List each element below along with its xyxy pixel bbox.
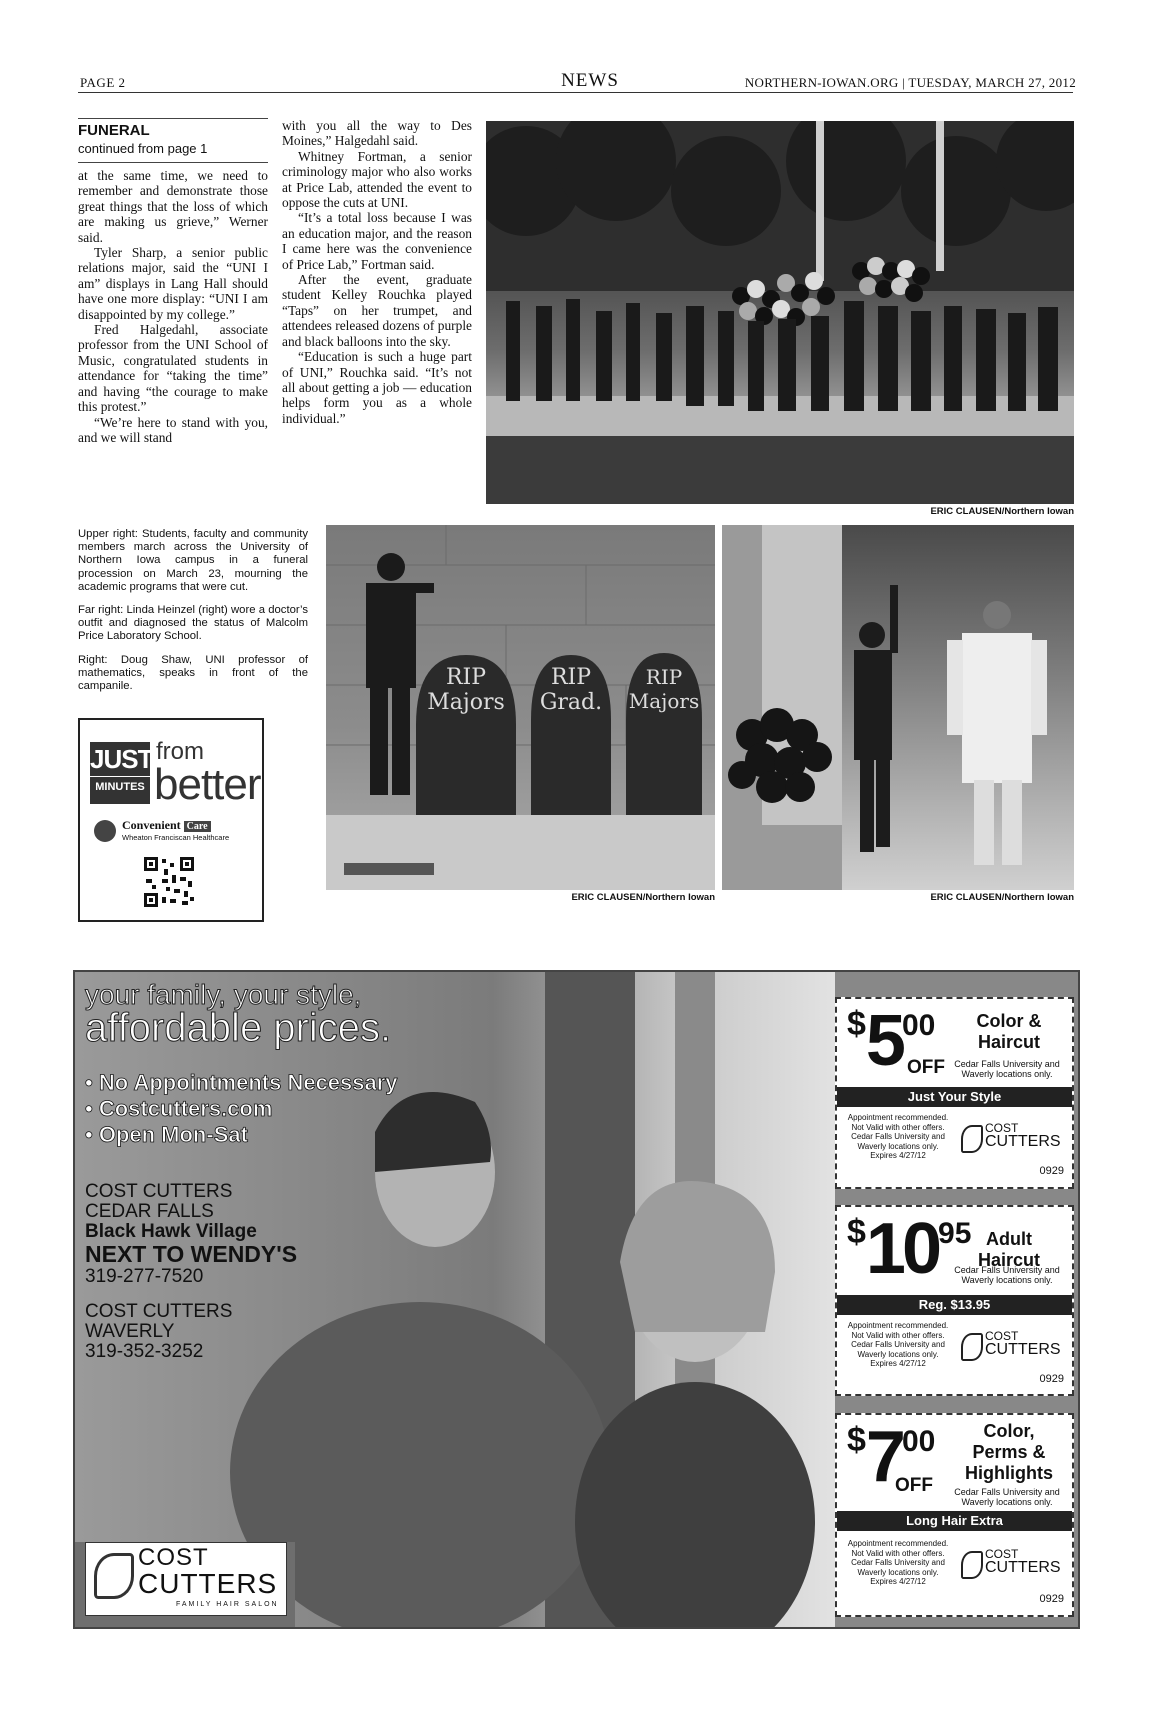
coupon-3-off: OFF <box>895 1475 933 1496</box>
coupon-3-bar: Long Hair Extra <box>837 1511 1072 1531</box>
article-column-2 <box>282 118 472 426</box>
logo-sub: FAMILY HAIR SALON <box>176 1601 279 1608</box>
coupon-3-locations: Cedar Falls University and Waverly locations only. <box>954 1487 1060 1507</box>
paragraph: “Education is such a huge part of UNI,” Rouchka said. “It’s not all about getting a job — education helps form you as a whole individual.” <box>282 349 472 426</box>
coupon-2-code: 0929 <box>1039 1373 1064 1385</box>
logo-line-2: CUTTERS <box>138 1568 278 1599</box>
coupon-1-code: 0929 <box>1039 1165 1064 1177</box>
loc1-name: COST CUTTERS <box>85 1181 233 1202</box>
coupon-1-fine-print: Appointment recommended. Not Valid with other offers. Cedar Falls University and Waverly locations only. Expires 4/27/12 <box>847 1113 949 1160</box>
tombstone-2-text: RIP Grad. <box>539 665 603 715</box>
coupon-1-logo: COST CUTTERS <box>961 1121 1061 1155</box>
minutes-text: MINUTES <box>90 776 150 797</box>
cost-cutters-logo <box>85 1542 287 1616</box>
loc2-phone[interactable]: 319-352-3252 <box>85 1341 204 1362</box>
kicker-rule-top <box>78 118 268 119</box>
paragraph: “It’s a total loss because I was an education major, and the reason I came here was the convenience of Price Lab,” Fortman said. <box>282 210 472 272</box>
coupon-1-locations: Cedar Falls University and Waverly locations only. <box>954 1059 1060 1079</box>
loc2-city: WAVERLY <box>85 1321 175 1342</box>
paragraph: “We’re here to stand with you, and we will stand <box>78 414 268 445</box>
caption-far-right: Far right: Linda Heinzel (right) wore a doctor’s outfit and diagnosed the status of Malcolm Price Laboratory School. <box>78 604 308 643</box>
section-title: NEWS <box>561 70 619 91</box>
coupon-2-price: $1095 <box>847 1209 972 1289</box>
coupon-color-perms-highlights[interactable] <box>835 1413 1074 1617</box>
tombstone-1-text: RIP Majors <box>427 665 505 715</box>
ad-tagline-1: your family, your style, <box>85 979 362 1010</box>
cost-cutters-logo-icon <box>961 1125 983 1153</box>
loc1-city: CEDAR FALLS <box>85 1201 214 1222</box>
cost-cutters-logo-icon <box>94 1553 134 1599</box>
bullet-website[interactable]: • Costcutters.com <box>85 1096 273 1121</box>
care-text: Care <box>184 821 211 832</box>
franciscan-logo-icon <box>94 820 116 842</box>
photo-credit-left: ERIC CLAUSEN/Northern Iowan <box>571 892 715 903</box>
bullet-hours: • Open Mon-Sat <box>85 1122 248 1147</box>
just-minutes-block <box>90 742 153 804</box>
coupon-2-fine-print: Appointment recommended. Not Valid with other offers. Cedar Falls University and Waverly locations only. Expires 4/27/12 <box>847 1321 949 1368</box>
caption-right: Right: Doug Shaw, UNI professor of mathematics, speaks in front of the campanile. <box>78 653 308 693</box>
caption-upper-right: Upper right: Students, faculty and community members march across the University of Northern Iowa campus in a funeral procession on March 23, mourning the academic programs that were cut. <box>78 528 308 593</box>
loc1-venue: Black Hawk Village <box>85 1221 257 1242</box>
coupon-1-price: $500 <box>847 1001 936 1081</box>
ad-location-waverly <box>85 1302 232 1362</box>
logo-line-1: COST <box>138 1544 209 1571</box>
site-and-date: NORTHERN-IOWAN.ORG | TUESDAY, MARCH 27, 2012 <box>744 75 1076 90</box>
coupon-color-haircut[interactable] <box>835 997 1074 1189</box>
article-column-1 <box>78 168 268 445</box>
article-kicker: FUNERAL <box>78 122 150 139</box>
coupon-2-bar: Reg. $13.95 <box>837 1295 1072 1315</box>
doctor-illustration <box>722 525 1074 890</box>
coupon-3-code: 0929 <box>1039 1593 1064 1605</box>
coupon-3-fine-print: Appointment recommended. Not Valid with other offers. Cedar Falls University and Waverly locations only. Expires 4/27/12 <box>847 1539 949 1586</box>
tombstone-3-text: RIP Majors <box>628 665 700 713</box>
paragraph: at the same time, we need to remember and demonstrate those great things that the loss of which are making us grieve,” Werner said. <box>78 168 268 245</box>
paragraph: After the event, graduate student Kelley Rouchka played “Taps” on her trumpet, and attendees released dozens of purple and black balloons into the sky. <box>282 272 472 349</box>
convenient-text: Convenient <box>122 818 181 832</box>
doctor-photo <box>722 525 1074 890</box>
better-text: better <box>154 760 261 809</box>
coupon-1-bar: Just Your Style <box>837 1087 1072 1107</box>
continued-line: continued from page 1 <box>78 141 208 156</box>
coupon-1-title: Color & Haircut <box>976 1011 1042 1052</box>
cost-cutters-logo-icon <box>961 1333 983 1361</box>
coupon-3-logo: COST CUTTERS <box>961 1547 1061 1581</box>
loc2-name: COST CUTTERS <box>85 1301 233 1322</box>
loc1-phone[interactable]: 319-277-7520 <box>85 1266 204 1287</box>
from-text: from <box>156 738 204 765</box>
coupon-2-logo: COST CUTTERS <box>961 1329 1061 1363</box>
paragraph: Whitney Fortman, a senior criminology major who also works at Price Lab, attended the event to oppose the cuts at UNI. <box>282 148 472 211</box>
wheaton-text: Wheaton Franciscan Healthcare <box>122 833 230 842</box>
coupon-3-price: $700 <box>847 1417 936 1497</box>
ad-tagline-2: affordable prices. <box>85 1006 392 1050</box>
header-rule <box>78 92 1073 93</box>
procession-illustration <box>486 121 1074 504</box>
bullet-no-appointments: • No Appointments Necessary <box>85 1070 398 1095</box>
page-number: PAGE 2 <box>80 75 126 90</box>
paragraph: Tyler Sharp, a senior public relations major, said the “UNI I am” displays in Lang Hall should have one more display: “UNI I am disappointed by my college.” <box>78 245 268 322</box>
coupon-2-title: Adult Haircut <box>977 1229 1040 1270</box>
coupon-3-title: Color, Perms & Highlights <box>965 1421 1053 1483</box>
cost-cutters-logo-icon <box>961 1551 983 1579</box>
procession-photo <box>486 121 1074 504</box>
coupon-2-locations: Cedar Falls University and Waverly locations only. <box>954 1265 1060 1285</box>
coupon-1-off: OFF <box>907 1057 945 1078</box>
photo-credit-right: ERIC CLAUSEN/Northern Iowan <box>930 892 1074 903</box>
coupon-adult-haircut[interactable] <box>835 1205 1074 1396</box>
ad-bullets <box>85 1070 398 1148</box>
paragraph: with you all the way to Des Moines,” Halgedahl said. <box>282 118 472 149</box>
tombstones-photo <box>326 525 715 890</box>
convenient-care-brand <box>122 818 211 833</box>
qr-code-icon[interactable] <box>142 855 196 909</box>
kicker-rule-bottom <box>78 162 268 163</box>
photo-captions <box>78 528 308 703</box>
just-minutes-ad[interactable] <box>78 718 264 922</box>
paragraph: Fred Halgedahl, associate professor from the UNI School of Music, congratulated students in attendance for “taking the time” and having “the courage to make this protest.” <box>78 322 268 415</box>
loc1-landmark: NEXT TO WENDY'S <box>85 1241 298 1267</box>
photo-credit-main: ERIC CLAUSEN/Northern Iowan <box>930 506 1074 517</box>
ad-location-cedar-falls <box>85 1182 297 1287</box>
just-text: JUST <box>90 744 153 774</box>
